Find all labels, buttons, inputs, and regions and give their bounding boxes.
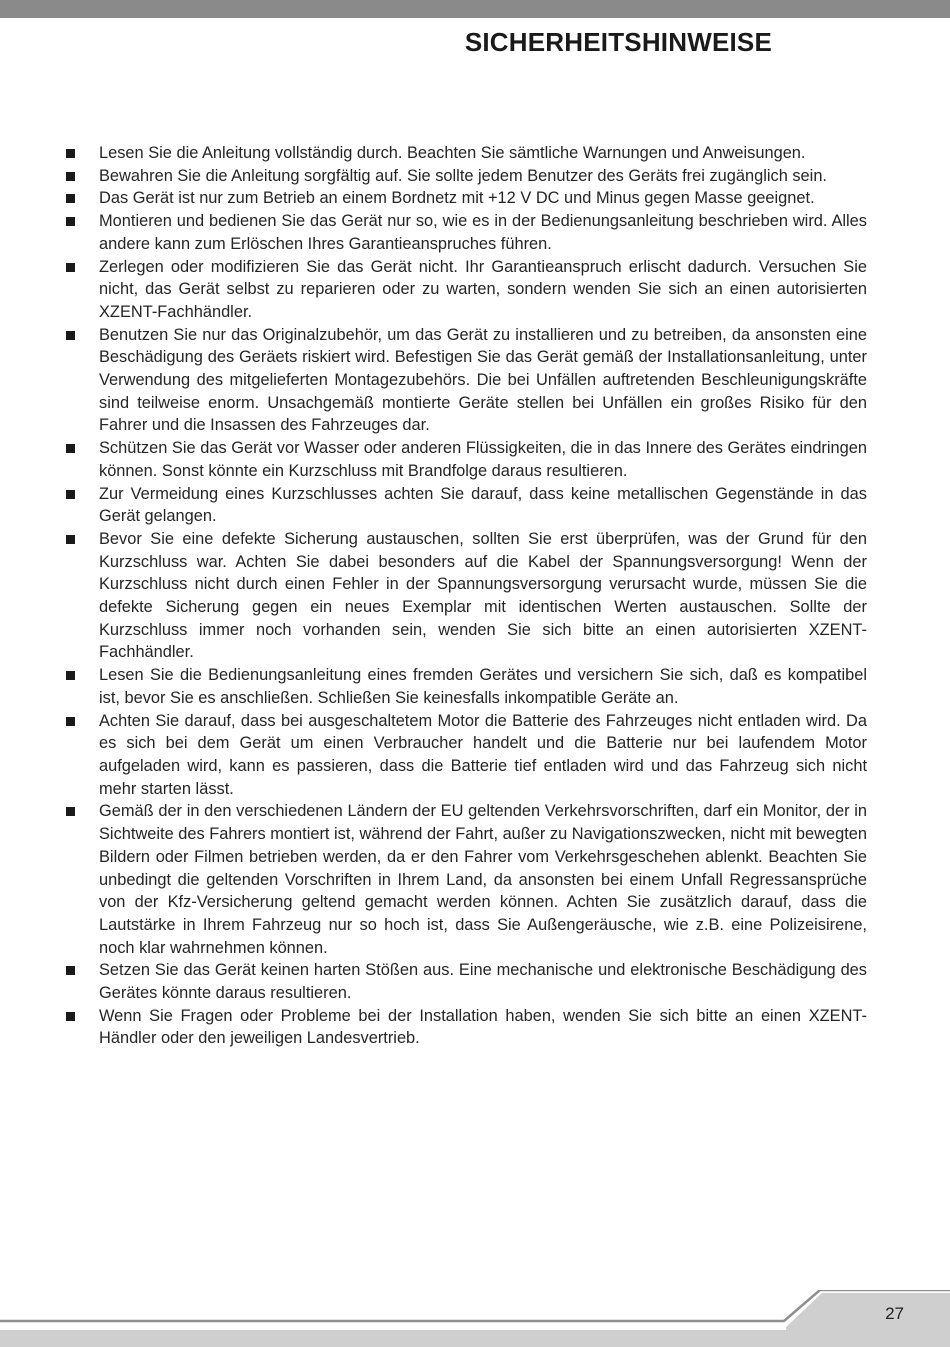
note-text: Montieren und bedienen Sie das Gerät nur so, wie es in der Bedienungsanleitung beschrieben wird. Alles andere kann zum Erlöschen Ihres Garantieanspruches führen. xyxy=(99,212,867,253)
list-item xyxy=(0,1005,867,1050)
list-item xyxy=(0,187,867,210)
note-text: Zur Vermeidung eines Kurzschlusses achten Sie darauf, dass keine metallischen Gegenstände in das Gerät gelangen. xyxy=(99,484,867,526)
square-bullet-icon xyxy=(66,807,75,816)
square-bullet-icon xyxy=(66,263,75,272)
footer-decoration xyxy=(0,1290,950,1347)
square-bullet-icon xyxy=(66,444,75,453)
safety-notes-list xyxy=(0,142,950,1050)
square-bullet-icon xyxy=(66,717,75,726)
list-item xyxy=(0,165,867,188)
list-item xyxy=(0,483,867,528)
page-title: SICHERHEITSHINWEISE xyxy=(464,27,772,57)
square-bullet-icon xyxy=(66,217,75,226)
square-bullet-icon xyxy=(66,331,75,340)
square-bullet-icon xyxy=(66,194,75,203)
note-text: Schützen Sie das Gerät vor Wasser oder anderen Flüssigkeiten, die in das Innere des Gerätes eindringen können. Sonst könnte ein Kurzschluss mit Brandfolge daraus resultieren. xyxy=(99,439,867,480)
note-text: Achten Sie darauf, dass bei ausgeschaltetem Motor die Batterie des Fahrzeuges nicht entladen wird. Da es sich bei dem Gerät um einen Verbraucher handelt und die Batterie nur bei laufendem Motor aufgeladen wird, kann es passieren, dass die Batterie tief entladen wird und das Fahrzeug sich nicht mehr starten lässt. xyxy=(99,711,867,798)
note-text: Zerlegen oder modifizieren Sie das Gerät nicht. Ihr Garantieanspruch erlischt dadurch. Versuchen Sie nicht, das Gerät selbst zu reparieren oder zu warten, sondern wenden Sie sich an einen autorisierten XZENT-Fachhändler. xyxy=(99,257,867,321)
note-text: Das Gerät ist nur zum Betrieb an einem Bordnetz mit +12 V DC und Minus gegen Masse geeignet. xyxy=(99,189,815,208)
square-bullet-icon xyxy=(66,535,75,544)
square-bullet-icon xyxy=(66,490,75,499)
note-text: Bevor Sie eine defekte Sicherung austauschen, sollten Sie erst überprüfen, was der Grund für den Kurzschluss war. Achten Sie dabei besonders auf die Kabel der Spannungsversorgung! Wenn der Kurzschluss nicht durch einen Fehler in der Spannungsversorgung verursacht wurde, müssen Sie die defekte Sicherung gegen ein neues Exemplar mit identischen Werten austauschen. Sollte der Kurzschluss immer noch vorhanden sein, wenden Sie sich bitte an einen autorisierten XZENT-Fachhändler. xyxy=(99,529,867,662)
note-text: Bewahren Sie die Anleitung sorgfältig auf. Sie sollte jedem Benutzer des Geräts frei zugänglich sein. xyxy=(99,166,827,185)
square-bullet-icon xyxy=(66,671,75,680)
note-text: Lesen Sie die Bedienungsanleitung eines fremden Gerätes und versichern Sie sich, daß es kompatibel ist, bevor Sie es anschließen. Schließen Sie keinesfalls inkompatible Geräte an. xyxy=(99,666,867,707)
list-item xyxy=(0,256,867,324)
square-bullet-icon xyxy=(66,966,75,975)
list-item xyxy=(0,959,867,1004)
note-text: Setzen Sie das Gerät keinen harten Stößen aus. Eine mechanische und elektronische Beschädigung des Gerätes könnte daraus resultieren. xyxy=(99,961,867,1003)
note-text: Benutzen Sie nur das Originalzubehör, um das Gerät zu installieren und zu betreiben, da ansonsten eine Beschädigung des Geräets riskiert wird. Befestigen Sie das Gerät gemäß der Installationsanleitung, unter Verwendung des mitgelieferten Montagezubehörs. Die bei Unfällen auftretenden Beschleunigungskräfte sind teilweise enorm. Unsachgemäß montierte Geräte stellen bei Unfällen ein großes Risiko für den Fahrer und die Insassen des Fahrzeuges dar. xyxy=(99,325,867,435)
list-item xyxy=(0,437,867,482)
list-item xyxy=(0,664,867,709)
square-bullet-icon xyxy=(66,1012,75,1021)
list-item xyxy=(0,528,867,664)
list-item xyxy=(0,800,867,959)
list-item xyxy=(0,710,867,801)
page-number: 27 xyxy=(885,1304,904,1323)
note-text: Wenn Sie Fragen oder Probleme bei der Installation haben, wenden Sie sich bitte an einen XZENT-Händler oder den jeweiligen Landesvertrieb. xyxy=(99,1006,867,1048)
list-item xyxy=(0,324,867,438)
square-bullet-icon xyxy=(66,149,75,158)
note-text: Lesen Sie die Anleitung vollständig durch. Beachten Sie sämtliche Warnungen und Anweisungen. xyxy=(99,144,806,162)
note-text: Gemäß der in den verschiedenen Ländern der EU geltenden Verkehrsvorschriften, darf ein Monitor, der in Sichtweite des Fahrers montiert ist, während der Fahrt, außer zu Navigationszwecken, nicht mit bewegten Bildern oder Filmen betrieben werden, da er den Fahrer vom Verkehrsgeschehen ablenkt. Beachten Sie unbedingt die geltenden Vorschriften in Ihrem Land, da ansonsten bei einem Unfall Regressansprüche von der Kfz-Versicherung geltend gemacht werden können. Achten Sie zusätzlich darauf, dass die Lautstärke in Ihrem Fahrzeug nur so hoch ist, dass Sie Außengeräusche, wie z.B. eine Polizeisirene, noch klar wahrnehmen können. xyxy=(99,802,867,957)
header-bar xyxy=(0,0,950,18)
list-item xyxy=(0,142,867,165)
list-item xyxy=(0,210,867,255)
square-bullet-icon xyxy=(66,172,75,181)
